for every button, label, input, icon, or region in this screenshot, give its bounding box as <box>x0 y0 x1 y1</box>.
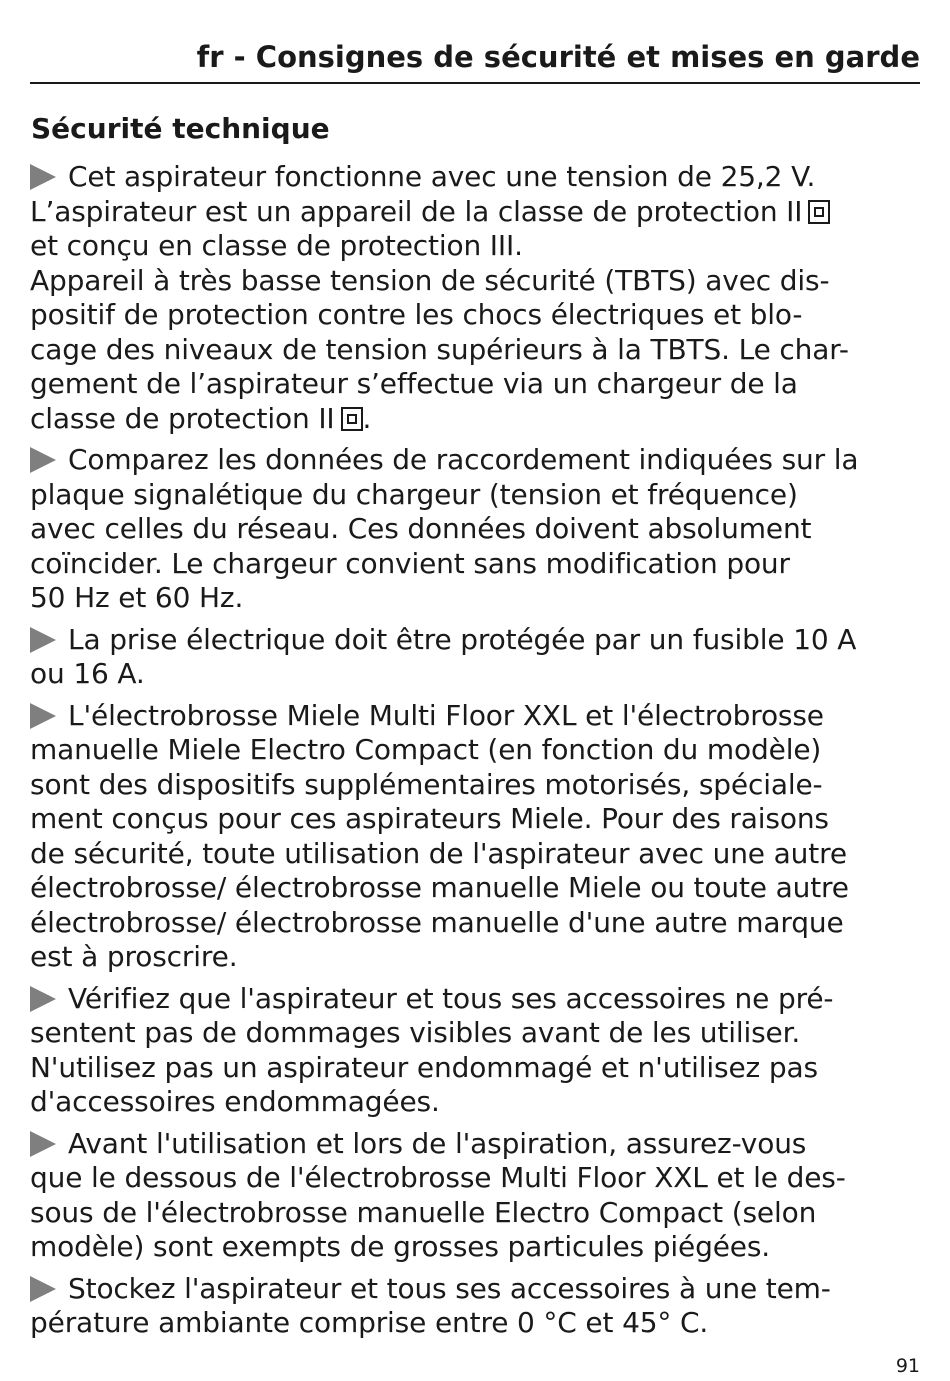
paragraph-connection-data <box>30 443 920 616</box>
text-line: sont des dispositifs supplémentaires motorisés, spéciale- <box>30 767 823 801</box>
text-line: Comparez les données de raccordement indiquées sur la <box>30 443 920 478</box>
text-line: cage des niveaux de tension supérieurs à la TBTS. Le char- <box>30 332 849 366</box>
page-number: 91 <box>895 1355 920 1377</box>
protection-class-ii-icon <box>808 200 830 224</box>
text-line: coïncider. Le chargeur convient sans modification pour <box>30 546 790 580</box>
text-line: électrobrosse/ électrobrosse manuelle Miele ou toute autre <box>30 871 849 904</box>
text-line: gement de l’aspirateur s’effectue via un chargeur de la <box>30 367 798 400</box>
paragraph-voltage <box>30 160 920 436</box>
triangle-bullet-icon <box>30 1131 56 1157</box>
text-line: pérature ambiante comprise entre 0 °C et 45° C. <box>30 1306 709 1339</box>
text-line: ment conçus pour ces aspirateurs Miele. Pour des raisons <box>30 802 829 835</box>
text-line: manuelle Miele Electro Compact (en fonction du modèle) <box>30 733 822 766</box>
page-header <box>30 38 920 84</box>
text-line: modèle) sont exempts de grosses particules piégées. <box>30 1230 771 1263</box>
protection-class-ii-icon <box>341 407 363 431</box>
triangle-bullet-icon <box>30 1276 56 1302</box>
text-line: sentent pas de dommages visibles avant de les utiliser. <box>30 1016 801 1049</box>
text-line: est à proscrire. <box>30 940 238 973</box>
text-line: Avant l'utilisation et lors de l'aspiration, assurez-vous <box>30 1127 920 1162</box>
text-line: Vérifiez que l'aspirateur et tous ses accessoires ne pré- <box>30 982 920 1017</box>
text-line: plaque signalétique du chargeur (tension et fréquence) <box>30 477 798 511</box>
text-line: classe de protection II . <box>30 401 372 435</box>
paragraph-underside-check <box>30 1127 920 1265</box>
text-line: sous de l'électrobrosse manuelle Electro Compact (selon <box>30 1195 817 1229</box>
text-line: d'accessoires endommagées. <box>30 1085 440 1118</box>
text-line: La prise électrique doit être protégée par un fusible 10 A <box>30 623 920 658</box>
triangle-bullet-icon <box>30 986 56 1012</box>
text-line: Stockez l'aspirateur et tous ses accessoires à une tem- <box>30 1272 920 1307</box>
paragraph-damage-check <box>30 982 920 1120</box>
text-line: et conçu en classe de protection III. <box>30 229 523 262</box>
text-line: Cet aspirateur fonctionne avec une tension de 25,2 V. <box>30 160 920 195</box>
text-line: 50 Hz et 60 Hz. <box>30 581 244 614</box>
body-text <box>30 160 920 1348</box>
text-line: que le dessous de l'électrobrosse Multi Floor XXL et le des- <box>30 1161 846 1194</box>
text-line: électrobrosse/ électrobrosse manuelle d'une autre marque <box>30 905 844 939</box>
triangle-bullet-icon <box>30 703 56 729</box>
paragraph-fuse <box>30 623 920 692</box>
section-title: Sécurité technique <box>31 112 330 145</box>
paragraph-storage <box>30 1272 920 1341</box>
text-line: ou 16 A. <box>30 657 145 690</box>
header-title: fr - Consignes de sécurité et mises en garde <box>196 40 920 74</box>
text-line: positif de protection contre les chocs électriques et blo- <box>30 298 803 331</box>
text-line: N'utilisez pas un aspirateur endommagé et n'utilisez pas <box>30 1050 818 1084</box>
text-line: L'électrobrosse Miele Multi Floor XXL et l'électrobrosse <box>30 699 920 734</box>
triangle-bullet-icon <box>30 447 56 473</box>
paragraph-electrobrush <box>30 699 920 975</box>
text-line: L’aspirateur est un appareil de la classe de protection II <box>30 195 920 230</box>
triangle-bullet-icon <box>30 627 56 653</box>
text-line: Appareil à très basse tension de sécurité (TBTS) avec dis- <box>30 263 830 297</box>
triangle-bullet-icon <box>30 164 56 190</box>
text-line: avec celles du réseau. Ces données doivent absolument <box>30 512 812 545</box>
text-line: de sécurité, toute utilisation de l'aspirateur avec une autre <box>30 836 847 870</box>
